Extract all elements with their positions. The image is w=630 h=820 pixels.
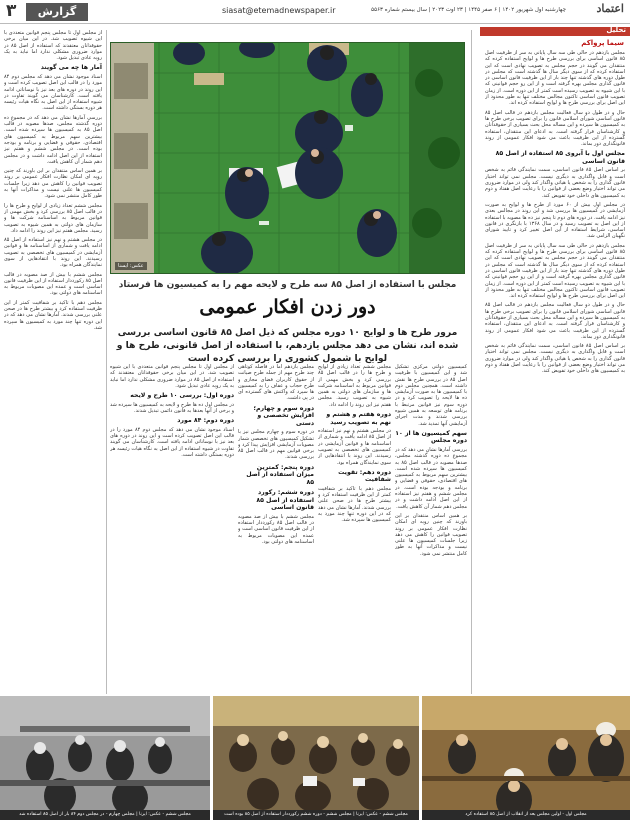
right-para-3b: بر اساس اصل ۸۵ قانون اساسی، سمت نمایندگی قائم به شخص است و قابل واگذاری به دیگری نیست. مجلس نمی تواند اختیار قانون گذاری را به شخص یا هیاتی واگذار کند ولی در موارد ضروری می تواند اختیار وضع بعضی از قوانین را با رعایت اصل هفتاد و دوم به کمیسیون های داخلی خود تفویض کند. — [485, 343, 625, 375]
main-photo — [110, 42, 465, 274]
column-divider — [471, 30, 472, 694]
col5-subhead-1: دوره اول: بررسی ۱۰ طرح و لایحه — [130, 392, 234, 400]
lead: مرور طرح ها و لوایح ۱۰ دوره مجلس که ذیل اصل ۸۵ قانون اساسی بررسی شده اند، نشان می دهد مجلس یازدهم، با استفاده از اصل قانونی، طرح ها و لوایح با شمول کشوری را بررسی کرده است — [116, 327, 459, 364]
col5-subhead-2: دوره دوم: ۸۴ مورد — [177, 417, 234, 425]
col4-para-2: در دوره سوم و چهارم مجلس نیز با تشکیل کمیسیون های تخصصی شمار مصوبات آزمایشی افزایش پیدا کرد و برخی قوانین مهم در قالب اصل ۸۵ بررسی شدند. — [238, 429, 314, 461]
right-column — [485, 50, 625, 690]
author-name: سیما پرواکم — [581, 39, 624, 47]
column-divider — [106, 30, 107, 694]
kicker: مجلس با استفاده از اصل ۸۵ سه طرح و لایحه مهم را به کمیسیون ها فرستاد — [118, 280, 457, 290]
col3-para-1: مجلس ششم تعداد زیادی از لوایح و طرح ها را در قالب اصل ۸۵ بررسی کرد و بخش مهمی از قوانین مربوط به اساسنامه شرکت ها و سازمان های دولتی به همین شیوه به تصویب رسید. مجلس هفتم نیز این روند را ادامه داد. — [318, 364, 391, 408]
photo-credit: عکس: ایسنا — [115, 262, 147, 270]
left-para-2: اسناد موجود نشان می دهد که مجلس دوم ۸۴ مورد را در قالب این اصل تصویب کرده است و این روند در دوره های بعد نیز با نوساناتی ادامه یافته است. کارشناسان می گویند تفاوت در شیوه استفاده از این اصل به نگاه هیات رئیسه هر دوره بستگی داشته است. — [4, 73, 102, 112]
col2-para-3: بر همین اساس منتقدان بر این باورند که چنین رویه ای امکان نظارت افکار عمومی بر روند تصویب قوانین را کاهش می دهد زیرا جلسات کمیسیون ها علنی نیست و مذاکرات آنها به طور کامل منتشر نمی شود. — [395, 512, 467, 557]
left-para-7: مجلس ششم با بیش از صد مصوبه در قالب اصل ۸۵ رکورددار استفاده از این ظرفیت قانون اساسی است و عمده این مصوبات مربوط به اساسنامه های دولتی بود. — [4, 271, 102, 297]
left-subhead-1: آمار ها چه می گویند — [40, 64, 102, 72]
body-column-2 — [395, 364, 467, 692]
col3-para-2: در مجلس هشتم و نهم نیز استفاده از اصل ۸۵ ادامه یافت و شماری از اساسنامه ها و قوانین آزمایشی در کمیسیون های تخصصی به تصویب رسیدند. این روند با انتقادهایی از سوی نمایندگان همراه بود. — [318, 428, 391, 466]
left-para-4: بر همین اساس منتقدان بر این باورند که چنین رویه ای امکان نظارت افکار عمومی بر روند تصویب قوانین را کاهش می دهد زیرا جلسات کمیسیون ها علنی نیست و مذاکرات آنها به طور کامل منتشر نمی شود. — [4, 168, 102, 200]
left-para-3: بررسی آمارها نشان می دهد که در مجموع ده دوره گذشته مجلس، صدها مصوبه در قالب اصل ۸۵ به کمیسیون ها سپرده شده است. بیشترین سهم مربوط به کمیسیون های اقتصادی، حقوقی و قضایی و برنامه و بودجه بوده است. در مجلس ششم و هفتم نیز استفاده از این اصل ادامه داشت و در مجلس دهم شمار آن کاهش یافت. — [4, 114, 102, 165]
col5-para-3: اسناد موجود نشان می دهد که مجلس دوم ۸۴ مورد را در قالب این اصل تصویب کرده است و این روند در دوره های بعد نیز با نوساناتی ادامه یافته است. کارشناسان می گویند تفاوت در شیوه استفاده از این اصل به نگاه هیات رئیسه هر دوره بستگی داشته است. — [110, 426, 234, 458]
body-column-3 — [318, 364, 391, 692]
right-para-2b: حال و در طول دو سال فعالیت مجلس بازدهم در قالب اصل ۸۵ قانون اساسی شورای اسلامی قانون را برای تصویب برخی طرح ها به کمیسیون ها سپرده و این مساله محل بحث بسیاری از حقوقدانان و کارشناسان قرار گرفته است. به ادعای این منتقدان، استفاده گسترده از این ظرفیت باعث می شود افکار عمومی از روند قانونگذاری دور بماند. — [485, 302, 625, 340]
section-label: گزارش — [26, 3, 88, 21]
left-column — [4, 30, 102, 692]
page-number: ۳ — [6, 1, 17, 21]
archive-photo-left — [0, 696, 210, 820]
col5-para-2: در مجلس اول ده ها طرح و لایحه به کمیسیون ها سپرده شد و برخی از آنها بعدها به قانون دائمی تبدیل شدند. — [110, 401, 234, 414]
dateline: چهارشنبه اول شهریور ۱۴۰۲ | ۶ صفر ۱۴۴۵ | ۲۳ اوت ۲۰۲۳ | سال بیستم شماره ۵۵۶۳ — [371, 7, 566, 13]
left-para-6: در مجلس هشتم و نهم نیز استفاده از اصل ۸۵ ادامه یافت و شماری از اساسنامه ها و قوانین آزمایشی در کمیسیون های تخصصی به تصویب رسیدند. این روند با انتقادهایی از سوی نمایندگان همراه بود. — [4, 237, 102, 269]
right-para-1: مجلس بازدهم در حالی طی سه سال پایانی به سر از ظرفیت اصل ۸۵ قانون اساسی برای بررسی طرح ها و لوایح استفاده کرده که منتقدان می گویند در حجم مجلس به تصویب نهادی است که این استفاده کرده که از سوی دیگر سال ها گذشته است که مجلس در طول دوره های گذشته تنها چند بار از این ظرفیت قانون اساسی در قانون گذاری مجلس بهره گرفته است و از این رو حجم قوانینی که با این شیوه به تصویب رسیده است کمتر از این دوره است. از زمان تصویب قانون اساسی تاکنون مجالس مختلف تنها به طور محدود از این اصل برای بررسی طرح ها و لوایح استفاده کرده اند. — [485, 50, 625, 107]
left-para-5: مجلس ششم تعداد زیادی از لوایح و طرح ها را در قالب اصل ۸۵ بررسی کرد و بخش مهمی از قوانین مربوط به اساسنامه شرکت ها و سازمان های دولتی به همین شیوه به تصویب رسید. مجلس هفتم نیز این روند را ادامه داد. — [4, 202, 102, 234]
newspaper-logo: اعتماد — [596, 2, 624, 15]
col3-para-3: مجلس دهم با تاکید بر شفافیت کمتر از این ظرفیت استفاده کرد و بیشتر طرح ها در صحن علنی بررسی شدند. آمارها نشان می دهد که در این دوره تنها چند مورد به کمیسیون ها سپرده شد. — [318, 485, 391, 524]
left-para-8: مجلس دهم با تاکید بر شفافیت کمتر از این ظرفیت استفاده کرد و بیشتر طرح ها در صحن علنی بررسی شدند. آمارها نشان می دهد که در این دوره تنها چند مورد به کمیسیون ها سپرده شد. — [4, 299, 102, 331]
archive-photo-right — [422, 696, 630, 820]
page-header — [0, 0, 630, 24]
col4-subhead-2: دوره پنجم: کمترین میزان استفاده از اصل ۸۵ — [246, 463, 314, 486]
col4-subhead-1: دوره سوم و چهارم؛ افزایش تخصصی و دستی — [253, 404, 314, 427]
photo-caption-right: مجلس اول - اولین مجلس بعد از انقلاب از اصل ۸۵ استفاده کرد — [422, 810, 630, 820]
site-email[interactable]: siasat@etemadnewspaper.ir — [222, 6, 336, 15]
right-para-4: در مجلس اول بیش از ۶۰ مورد از طرح ها و لوایح به صورت آزمایشی در کمیسیون ها بررسی شد و این روند در مجالس بعدی نیز ادامه یافت. در دوره های دوم تا پنجم نیز ده ها مصوبه با استفاده از این اصل به تصویب رسید و در سال ۱۳۶۸ با بازنگری در قانون اساسی، شرایط استفاده از این اصل تغییر کرد و تایید شورای نگهبان الزامی شد. — [485, 201, 625, 240]
analysis-label: تحلیل — [606, 26, 626, 34]
right-para-1b: مجلس بازدهم در حالی طی سه سال پایانی به سر از ظرفیت اصل ۸۵ قانون اساسی برای بررسی طرح ها و لوایح استفاده کرده که منتقدان می گویند در حجم مجلس به تصویب نهادی است که این استفاده کرده که از سوی دیگر سال ها گذشته است که مجلس در طول دوره های گذشته تنها چند بار از این ظرفیت قانون اساسی در قانون گذاری مجلس بهره گرفته است و از این رو حجم قوانینی که با این شیوه به تصویب رسیده است کمتر از این دوره است. از زمان تصویب قانون اساسی تاکنون مجالس مختلف تنها به طور محدود از این اصل برای بررسی طرح ها و لوایح استفاده کرده اند. — [485, 242, 625, 300]
right-para-3: بر اساس اصل ۸۵ قانون اساسی، سمت نمایندگی قائم به شخص است و قابل واگذاری به دیگری نیست. مجلس نمی تواند اختیار قانون گذاری را به شخص یا هیاتی واگذار کند ولی در موارد ضروری می تواند اختیار وضع بعضی از قوانین را با رعایت اصل هفتاد و دوم به کمیسیون های داخلی خود تفویض کند. — [485, 167, 625, 199]
photo-caption-middle: مجلس ششم - عکس: ایرنا | مجلس ششم - دوره ششم رکورددار استفاده از اصل ۸۵ بوده است — [213, 810, 419, 820]
col5-para-1: از مجلس اول تا مجلس پنجم قوانین متعددی با این شیوه تصویب شد. در این میان برخی حقوقدانان معتقدند که استفاده از اصل ۸۵ در موارد ضروری مشکلی ندارد اما نباید به یک رویه عادی تبدیل شود. — [110, 364, 234, 389]
archive-photo-middle — [213, 696, 419, 820]
right-para-2: حال و در طول دو سال فعالیت مجلس بازدهم در قالب اصل ۸۵ قانون اساسی شورای اسلامی قانون را برای تصویب برخی طرح ها به کمیسیون ها سپرده و این مساله محل بحث بسیاری از حقوقدانان و کارشناسان قرار گرفته است. به ادعای این منتقدان، استفاده گسترده از این ظرفیت باعث می شود افکار عمومی از روند قانونگذاری دور بماند. — [485, 109, 625, 148]
body-column-5 — [110, 364, 234, 692]
headline: دور زدن افکار عمومی — [199, 296, 376, 318]
col4-para-1: مجلس بازدهم اما در فاصله کوتاهی چند طرح مهم از جمله طرح صیانت از حقوق کاربران فضای مجازی و طرح حجاب و عفاف را به کمیسیون ها سپرد که واکنش های گسترده ای در پی داشت. — [238, 364, 314, 402]
col4-subhead-3: دوره ششم: رکورد استفاده از اصل ۸۵ قانون اساسی — [256, 489, 314, 512]
col2-subhead: سهم کمیسیون ها از ۱۰ دوره مجلس — [395, 429, 467, 445]
left-para-1: از مجلس اول تا مجلس پنجم قوانین متعددی با این شیوه تصویب شد. در این میان برخی حقوقدانان معتقدند که استفاده از اصل ۸۵ در موارد ضروری مشکلی ندارد اما نباید به یک رویه عادی تبدیل شود. — [4, 30, 102, 62]
col3-subhead-2: دوره دهم: تقویت شفافیت — [338, 468, 391, 484]
col4-para-3: مجلس ششم با بیش از صد مصوبه در قالب اصل ۸۵ رکورددار استفاده از این ظرفیت قانون اساسی است و عمده این مصوبات مربوط به اساسنامه های دولتی بود. — [238, 513, 314, 545]
right-subhead: مجلس اول با آبروی ۸۵ استفاده از اصل ۸۵ قانون اساسی — [495, 150, 625, 165]
photo-caption-left: مجلس ششم - عکس: ایرنا | مجلس چهارم - در مجلس دوم ۸۴ بار از اصل ۸۵ استفاده شد — [0, 810, 210, 820]
col2-para-2: بررسی آمارها نشان می دهد که در مجموع ده دوره گذشته مجلس، صدها مصوبه در قالب اصل ۸۵ به کمیسیون ها سپرده شده است. بیشترین سهم مربوط به کمیسیون های اقتصادی، حقوقی و قضایی و برنامه و بودجه بوده است. در مجلس ششم و هفتم نیز استفاده از این اصل ادامه داشت و در مجلس دهم شمار آن کاهش یافت. — [395, 446, 467, 510]
parliament-photo-illustration — [110, 43, 464, 274]
body-column-4 — [238, 364, 314, 692]
col2-para-1: کمیسیون دولتی مرکزی تشکیل شد و این کمیسیون با ظرفیت اصل ۸۵ در بررسی طرح ها نقش داشته است. همچنین مجلس دوم با کمیسیون ها به صورت آزمایشی ده ها لایحه را تصویب کرد و در دوره سوم نیز قوانین مرتبط با برنامه های توسعه به همین شیوه بررسی شدند و مدت اجرای آزمایشی آنها تمدید شد. — [395, 364, 467, 427]
col3-subhead-1: دوره هفتم و هشتم و نهم به تصویب رسید — [326, 411, 391, 426]
